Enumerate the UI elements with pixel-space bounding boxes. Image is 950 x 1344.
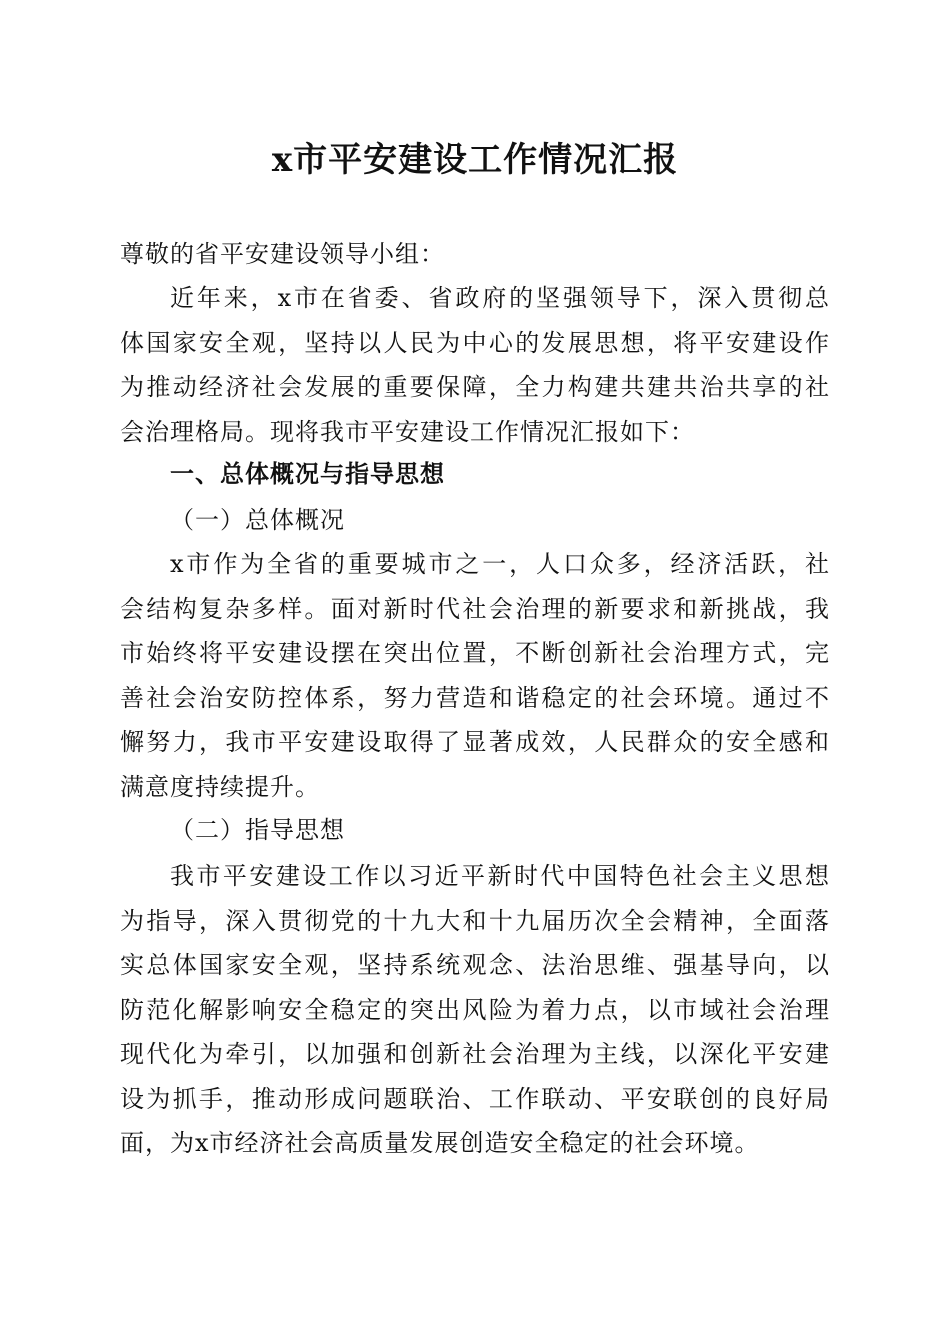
- intro-line: 体国家安全观，坚持以人民为中心的发展思想，将平安建设作: [120, 328, 830, 357]
- guidance-line: 实总体国家安全观，坚持系统观念、法治思维、强基导向，以: [120, 951, 830, 979]
- subsection-heading-overview: （一）总体概况: [170, 506, 345, 534]
- intro-paragraph: [120, 276, 830, 454]
- salutation: 尊敬的省平安建设领导小组：: [120, 240, 445, 268]
- overview-line: 懈努力，我市平安建设取得了显著成效，人民群众的安全感和: [120, 728, 830, 756]
- guidance-line: 我市平安建设工作以习近平新时代中国特色社会主义思想: [170, 862, 830, 890]
- document-title: x市平安建设工作情况汇报: [271, 140, 679, 180]
- guidance-paragraph: [120, 854, 830, 1166]
- overview-line: 满意度持续提升。: [120, 772, 320, 801]
- overview-paragraph: [120, 542, 830, 809]
- guidance-line: 设为抓手，推动形成问题联治、工作联动、平安联创的良好局: [120, 1084, 830, 1113]
- overview-line: 善社会治安防控体系，努力营造和谐稳定的社会环境。通过不: [120, 683, 830, 712]
- intro-line: 近年来，x市在省委、省政府的坚强领导下，深入贯彻总: [170, 284, 830, 312]
- overview-line: 市始终将平安建设摆在突出位置，不断创新社会治理方式，完: [120, 639, 830, 667]
- subsection-heading-guidance: （二）指导思想: [170, 816, 345, 844]
- section-heading-1: 一、总体概况与指导思想: [170, 460, 445, 488]
- intro-line: 为推动经济社会发展的重要保障，全力构建共建共治共享的社: [120, 373, 830, 401]
- guidance-line: 面，为x市经济社会高质量发展创造安全稳定的社会环境。: [120, 1129, 760, 1157]
- guidance-line: 为指导，深入贯彻党的十九大和十九届历次全会精神，全面落: [120, 906, 830, 935]
- overview-line: x市作为全省的重要城市之一，人口众多，经济活跃，社: [170, 550, 830, 578]
- overview-line: 会结构复杂多样。面对新时代社会治理的新要求和新挑战，我: [120, 594, 830, 623]
- intro-line: 会治理格局。现将我市平安建设工作情况汇报如下：: [120, 417, 695, 446]
- guidance-line: 防范化解影响安全稳定的突出风险为着力点，以市域社会治理: [120, 995, 830, 1024]
- guidance-line: 现代化为牵引，以加强和创新社会治理为主线，以深化平安建: [120, 1040, 830, 1068]
